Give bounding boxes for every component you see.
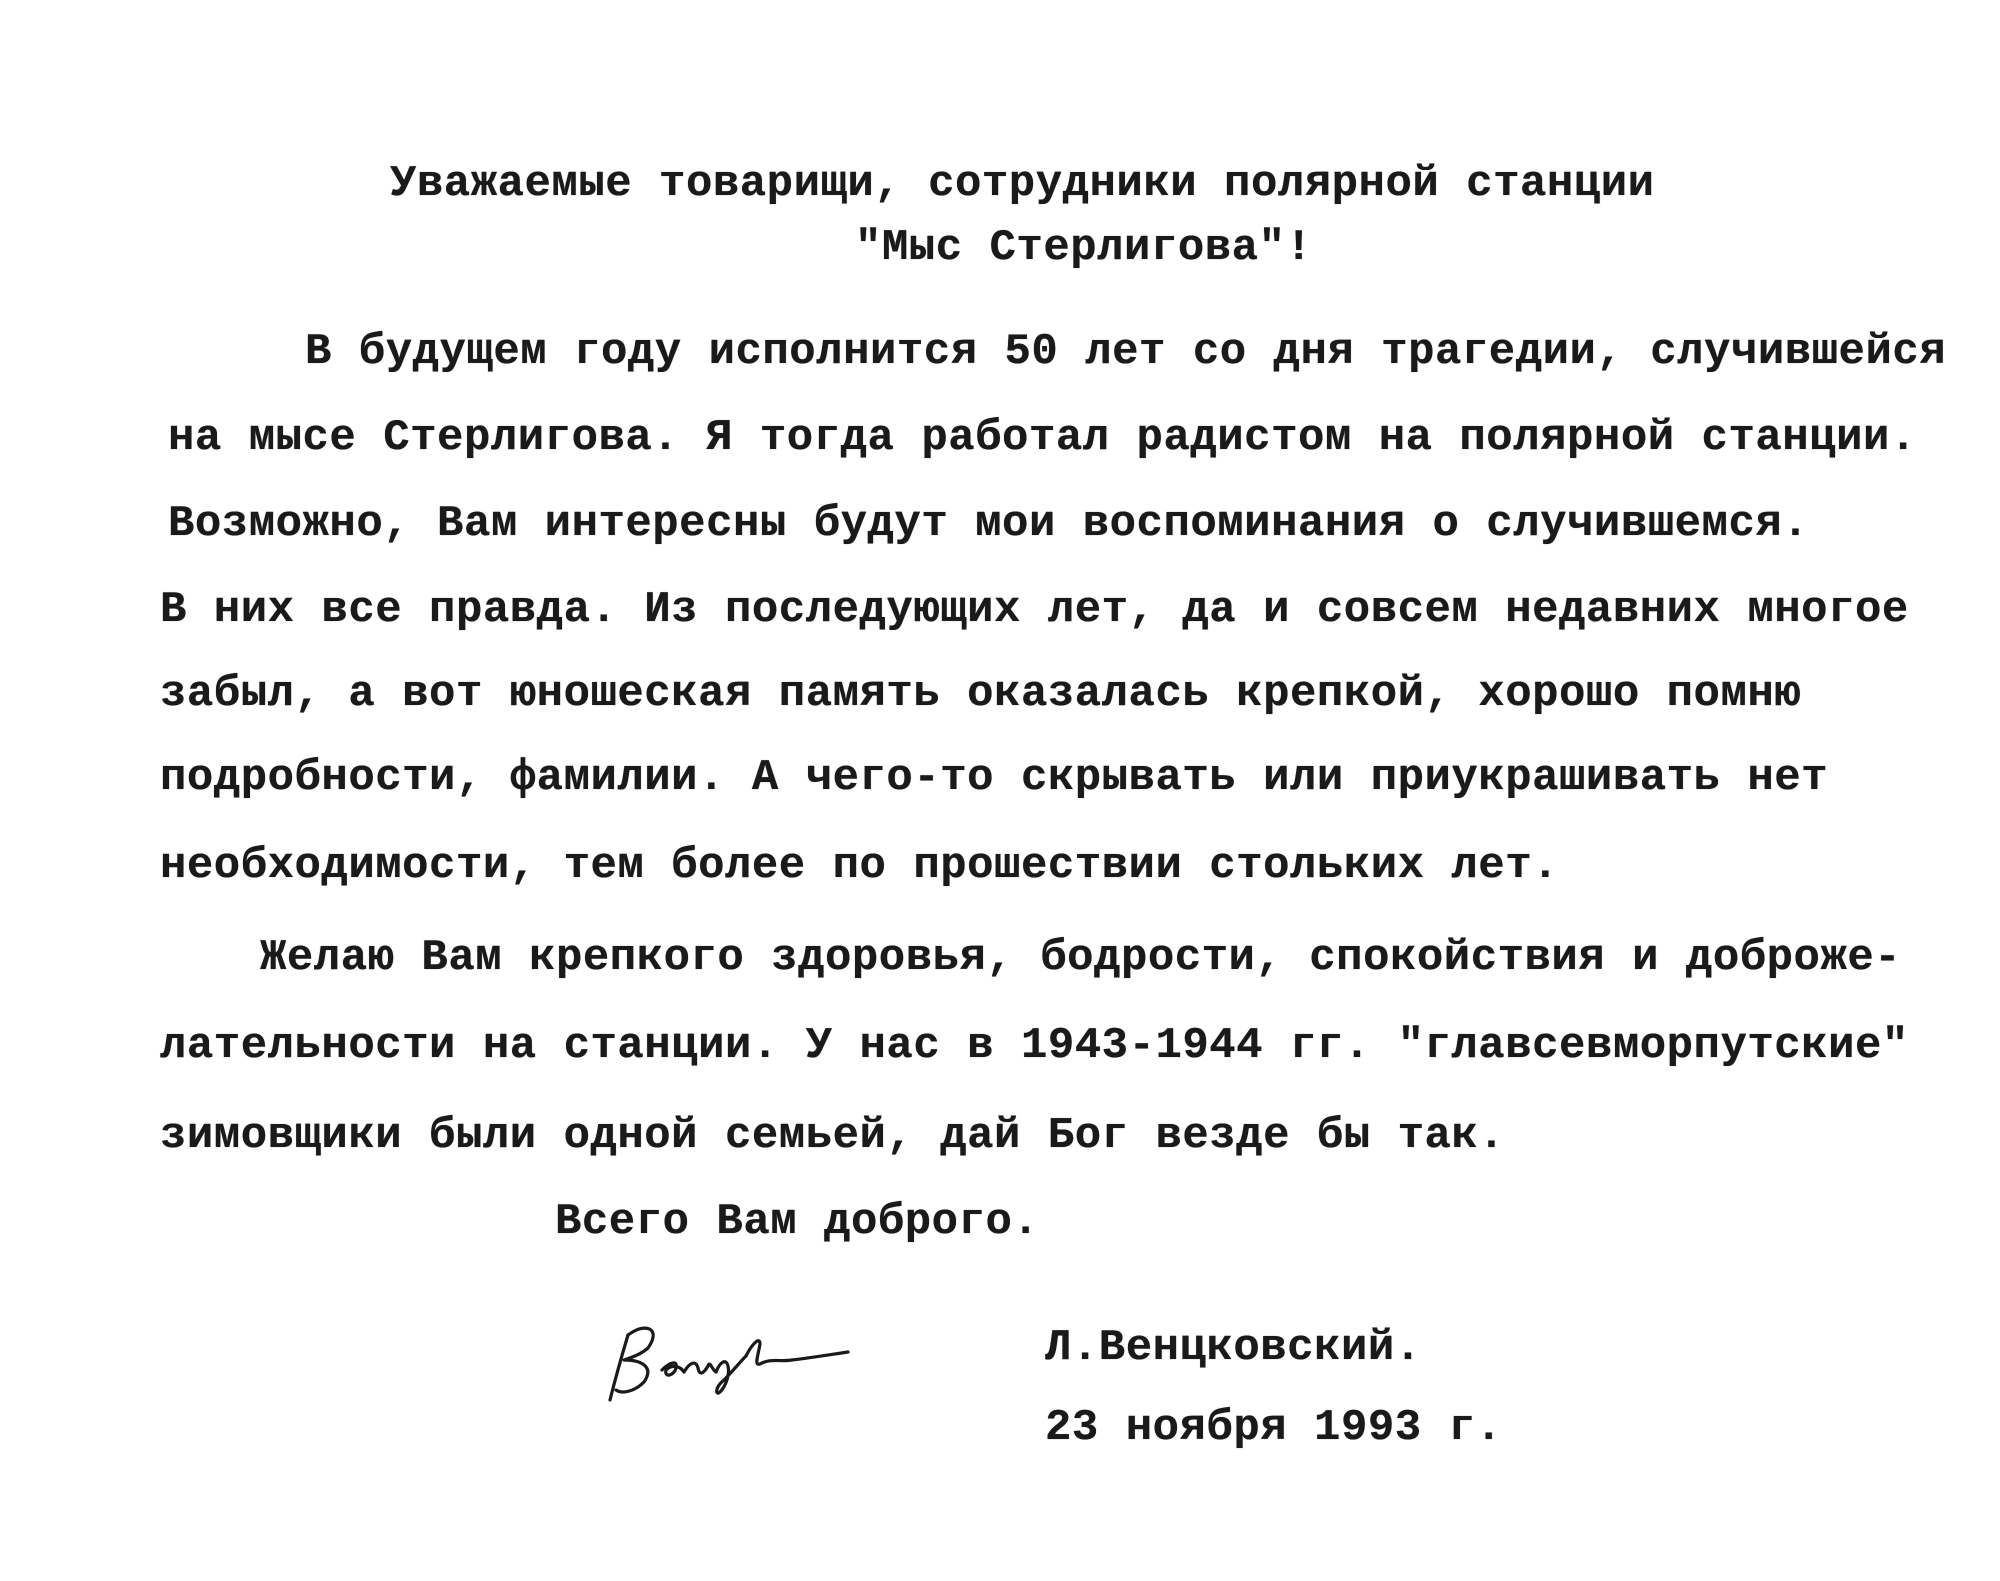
closing-line: Всего Вам доброго. [555,1197,1040,1247]
paragraph-1-line-2: на мысе Стерлигова. Я тогда работал радистом на полярной станции. [168,413,1917,463]
paragraph-1-line-5: забыл, а вот юношеская память оказалась крепкой, хорошо помню [160,669,1802,719]
paragraph-2-line-1: Желаю Вам крепкого здоровья, бодрости, спокойствия и доброже- [260,933,1902,983]
author-name: Л.Венцковский. [1045,1323,1422,1373]
paragraph-1-line-4: В них все правда. Из последующих лет, да и совсем недавних многое [160,585,1909,635]
paragraph-1-line-1: В будущем году исполнится 50 лет со дня трагедии, случившейся [305,327,1947,377]
paragraph-2-line-2: лательности на станции. У нас в 1943-1944 гг. "главсевморпутские" [160,1021,1909,1071]
paragraph-1-line-7: необходимости, тем более по прошествии стольких лет. [160,841,1560,891]
paragraph-2-line-3: зимовщики были одной семьей, дай Бог везде бы так. [160,1111,1506,1161]
salutation-line-2: "Мыс Стерлигова"! [855,223,1313,273]
handwritten-signature [600,1300,870,1410]
letter-date: 23 ноября 1993 г. [1045,1403,1503,1453]
paragraph-1-line-3: Возможно, Вам интересны будут мои воспоминания о случившемся. [168,499,1810,549]
salutation-line-1: Уважаемые товарищи, сотрудники полярной станции [390,159,1655,209]
paragraph-1-line-6: подробности, фамилии. А чего-то скрывать или приукрашивать нет [160,753,1829,803]
